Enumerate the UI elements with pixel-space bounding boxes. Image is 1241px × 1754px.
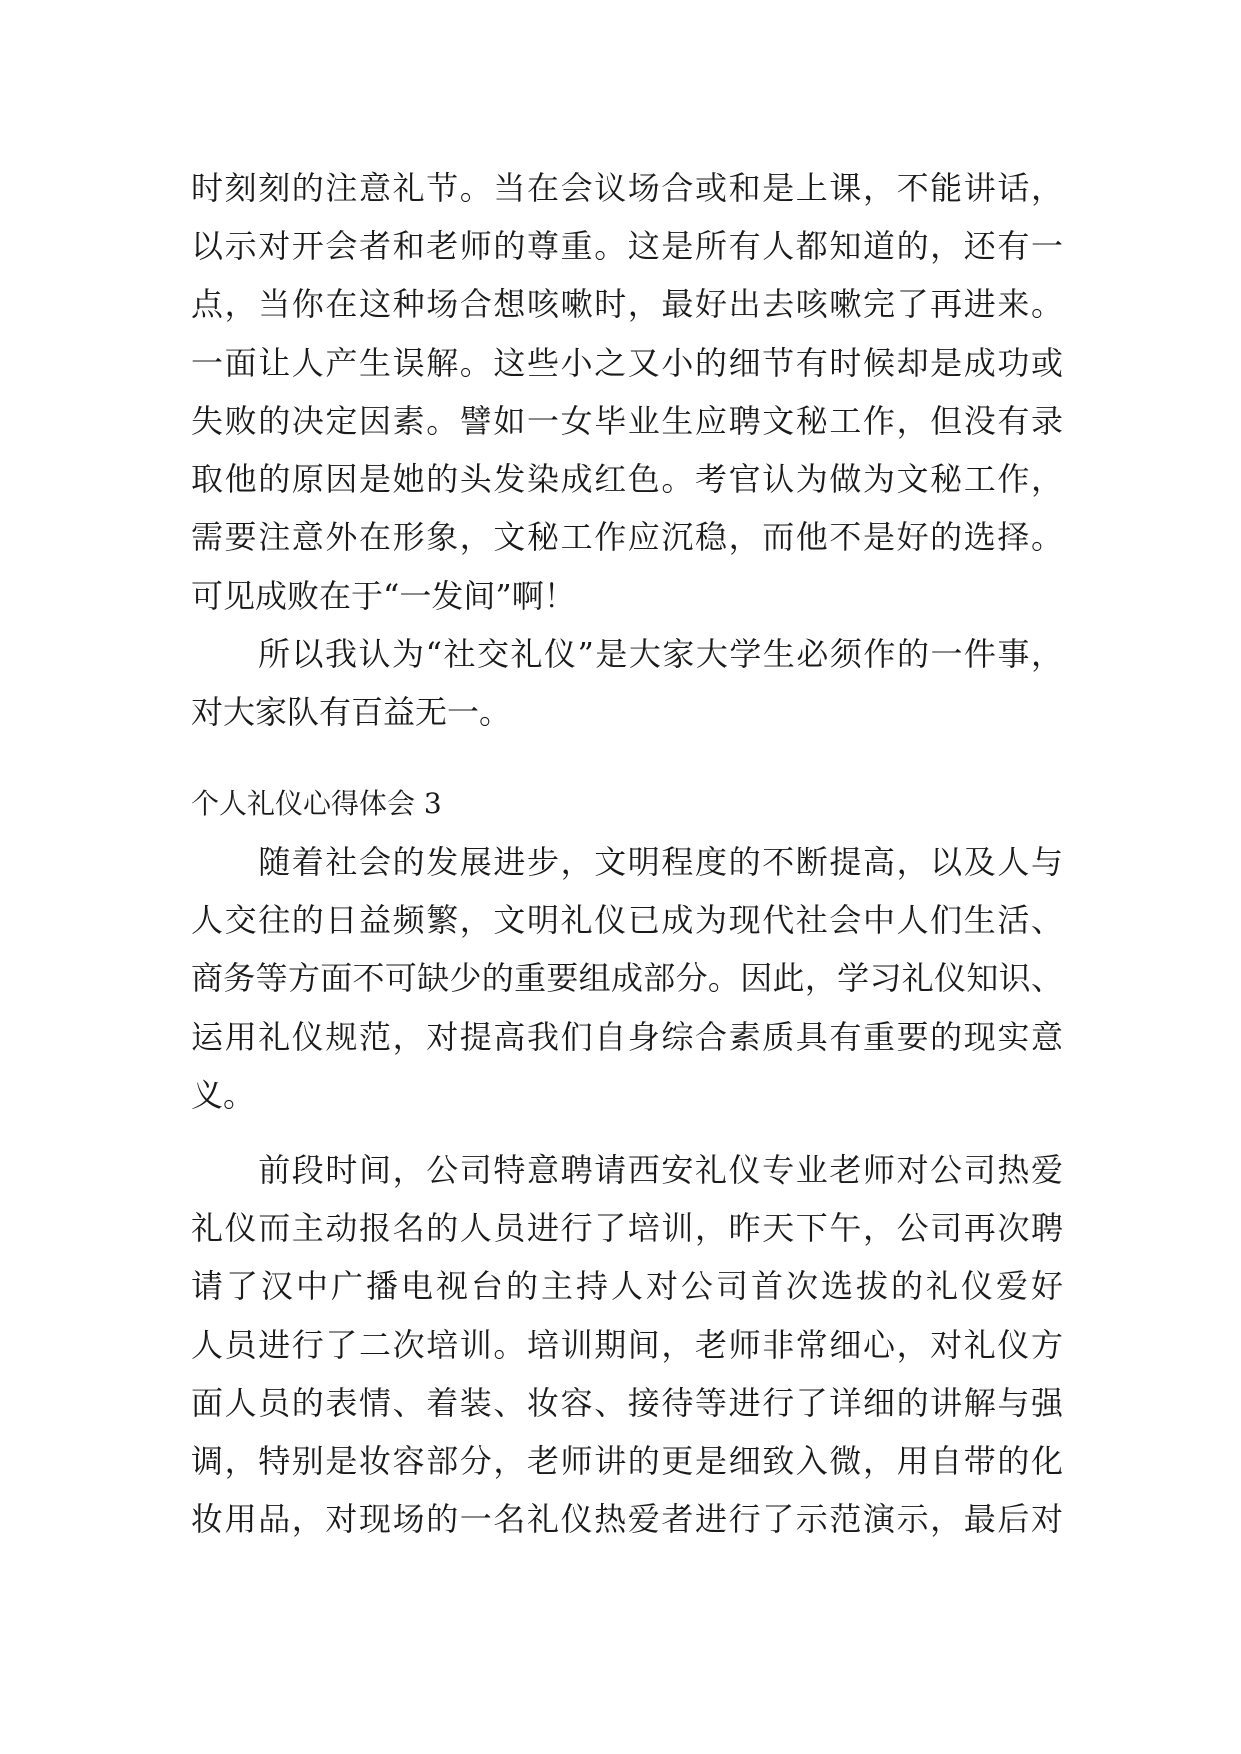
paragraph-line: 一面让人产生误解。这些小之又小的细节有时候却是成功或: [191, 344, 1063, 382]
paragraph-line: 妆用品，对现场的一名礼仪热爱者进行了示范演示，最后对: [191, 1500, 1063, 1538]
paragraph-line: 点，当你在这种场合想咳嗽时，最好出去咳嗽完了再进来。: [191, 285, 1063, 323]
paragraph-line: 面人员的表情、着装、妆容、接待等进行了详细的讲解与强: [191, 1384, 1063, 1422]
paragraph-line: 取他的原因是她的头发染成红色。考官认为做为文秘工作，: [191, 460, 1063, 498]
paragraph-line: 所以我认为“社交礼仪”是大家大学生必须作的一件事，: [191, 635, 1063, 673]
paragraph-line: 失败的决定因素。譬如一女毕业生应聘文秘工作，但没有录: [191, 402, 1063, 440]
paragraph-line: 人交往的日益频繁，文明礼仪已成为现代社会中人们生活、: [191, 901, 1063, 939]
paragraph-line: 可见成败在于“一发间”啊！: [191, 577, 576, 615]
paragraph-line: 随着社会的发展进步，文明程度的不断提高，以及人与: [191, 843, 1063, 881]
paragraph-line: 请了汉中广播电视台的主持人对公司首次选拔的礼仪爱好: [191, 1267, 1063, 1305]
paragraph-line: 对大家队有百益无一。: [191, 693, 512, 731]
paragraph-line: 运用礼仪规范，对提高我们自身综合素质具有重要的现实意: [191, 1018, 1063, 1056]
section-heading: 个人礼仪心得体会 3: [191, 787, 442, 820]
paragraph-line: 礼仪而主动报名的人员进行了培训，昨天下午，公司再次聘: [191, 1209, 1063, 1247]
paragraph-line: 以示对开会者和老师的尊重。这是所有人都知道的，还有一: [191, 227, 1063, 265]
paragraph-line: 人员进行了二次培训。培训期间，老师非常细心，对礼仪方: [191, 1326, 1063, 1364]
paragraph-line: 调，特别是妆容部分，老师讲的更是细致入微，用自带的化: [191, 1442, 1063, 1480]
paragraph-line: 前段时间，公司特意聘请西安礼仪专业老师对公司热爱: [191, 1151, 1063, 1189]
paragraph-line: 时刻刻的注意礼节。当在会议场合或和是上课，不能讲话，: [191, 169, 1063, 207]
paragraph-line: 需要注意外在形象，文秘工作应沉稳，而他不是好的选择。: [191, 518, 1063, 556]
paragraph-line: 商务等方面不可缺少的重要组成部分。因此，学习礼仪知识、: [191, 959, 1063, 997]
paragraph-line: 义。: [191, 1076, 256, 1114]
